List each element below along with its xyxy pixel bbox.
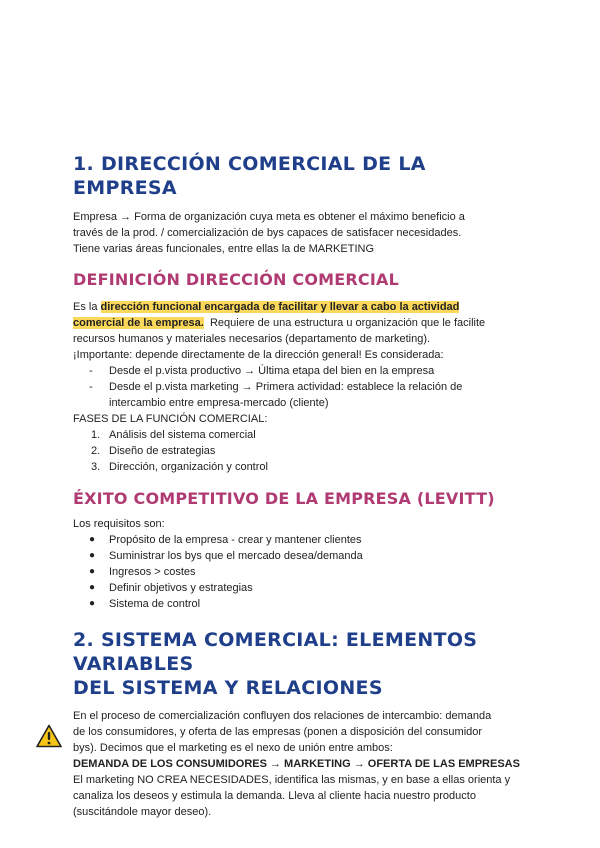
list-item-text: Definir objetivos y estrategias <box>109 582 253 594</box>
list-item-text: Sistema de control <box>109 598 201 610</box>
exito-list <box>73 532 533 612</box>
dash-marker: - <box>89 365 93 377</box>
section1-intro-line: Tiene varias áreas funcionales, entre ellas la de MARKETING <box>73 243 375 255</box>
list-item <box>73 532 533 548</box>
section2-para-line: En el proceso de comercialización confluyen dos relaciones de intercambio: demanda <box>73 710 492 722</box>
definicion-line3: recursos humanos y materiales necesarios (departamento de marketing). <box>73 333 431 345</box>
bullet-marker: ● <box>89 534 96 545</box>
list-item-text: Propósito de la empresa - crear y mantener clientes <box>109 534 362 546</box>
section2-bold-line: DEMANDA DE LOS CONSUMIDORES → MARKETING → OFERTA DE LAS EMPRESAS <box>73 758 520 770</box>
definicion-after-highlight: Requiere de una estructura u organización que le facilite <box>203 317 486 329</box>
list-item-text: Desde el p.vista marketing → Primera actividad: establece la relación de <box>109 381 463 393</box>
list-item <box>73 580 533 596</box>
list-item-continuation <box>73 395 533 411</box>
list-item <box>73 379 533 395</box>
list-item-text: Desde el p.vista productivo → Última etapa del bien en la empresa <box>109 365 435 377</box>
list-item-text: Suministrar los bys que el mercado desea/demanda <box>109 550 363 562</box>
section2-para2-line: El marketing NO CREA NECESIDADES, identifica las mismas, y en base a ellas orienta y <box>73 774 511 786</box>
definicion-prefix: Es la <box>73 301 101 313</box>
exito-intro: Los requisitos son: <box>73 518 165 530</box>
list-item <box>73 443 533 459</box>
fases-heading: FASES DE LA FUNCIÓN COMERCIAL: <box>73 413 268 425</box>
section1-title: 1. DIRECCIÓN COMERCIAL DE LA EMPRESA <box>73 153 426 199</box>
list-item <box>73 459 533 475</box>
section1-intro-line: través de la prod. / comercialización de bys capaces de satisfacer necesidades. <box>73 227 462 239</box>
number-marker: 1. <box>91 429 101 441</box>
list-item-text: Análisis del sistema comercial <box>109 429 256 441</box>
definicion-title: DEFINICIÓN DIRECCIÓN COMERCIAL <box>73 270 399 289</box>
bullet-marker: ● <box>89 550 96 561</box>
warning-icon <box>36 724 62 748</box>
exito-title: ÉXITO COMPETITIVO DE LA EMPRESA (LEVITT) <box>73 489 495 508</box>
document-page <box>73 150 533 820</box>
number-marker: 3. <box>91 461 101 473</box>
list-item <box>73 596 533 612</box>
list-item <box>73 564 533 580</box>
list-item <box>73 548 533 564</box>
list-item <box>73 363 533 379</box>
fases-list <box>73 427 533 475</box>
list-item <box>73 427 533 443</box>
dash-marker: - <box>89 381 93 393</box>
section1-intro-line: Empresa → Forma de organización cuya meta es obtener el máximo beneficio a <box>73 211 465 223</box>
definicion-highlight: comercial de la empresa. <box>73 317 204 329</box>
list-item-text: Dirección, organización y control <box>109 461 268 473</box>
definicion-line2 <box>73 315 533 331</box>
bullet-marker: ● <box>89 598 96 609</box>
definicion-line4: ¡Importante: depende directamente de la dirección general! Es considerada: <box>73 349 444 361</box>
definicion-highlight: dirección funcional encargada de facilitar y llevar a cabo la actividad <box>100 301 460 313</box>
number-marker: 2. <box>91 445 101 457</box>
list-item-text: Ingresos > costes <box>109 566 196 578</box>
section2-para2-line: canaliza los deseos y estimula la demanda. Lleva al cliente hacia nuestro producto <box>73 790 476 802</box>
bullet-marker: ● <box>89 582 96 593</box>
definicion-line1 <box>73 299 533 315</box>
section2-para2-line: (suscitándole mayor deseo). <box>73 806 212 818</box>
list-item-text: Diseño de estrategias <box>109 445 216 457</box>
bullet-marker: ● <box>89 566 96 577</box>
section2-para-line: bys). Decimos que el marketing es el nexo de unión entre ambos: <box>73 742 393 754</box>
section2-title: 2. SISTEMA COMERCIAL: ELEMENTOS VARIABLES <box>73 629 478 675</box>
list-item-text: intercambio entre empresa-mercado (cliente) <box>109 397 329 409</box>
section2-para-line: de los consumidores, y oferta de las empresas (ponen a disposición del consumidor <box>73 726 483 738</box>
definicion-dash-list <box>73 363 533 411</box>
section2-title: DEL SISTEMA Y RELACIONES <box>73 677 383 699</box>
